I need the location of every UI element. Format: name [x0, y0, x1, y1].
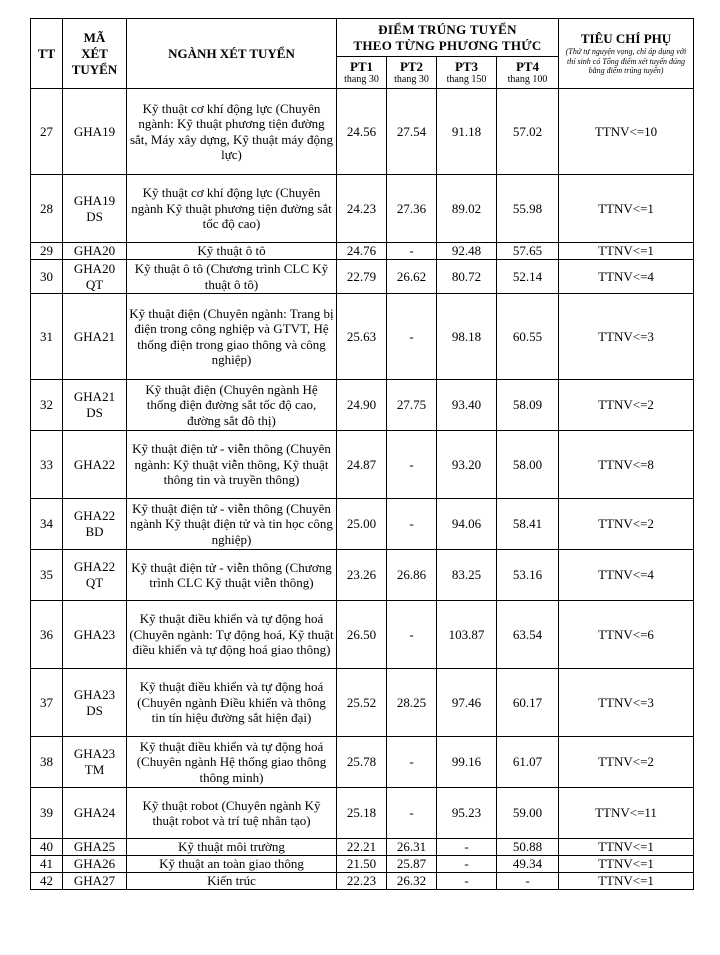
cell-pt3: 93.40 — [437, 380, 497, 431]
cell-pt1: 25.52 — [337, 669, 387, 737]
cell-pt1: 24.90 — [337, 380, 387, 431]
table-row — [31, 550, 694, 601]
cell-pt2: 27.75 — [387, 380, 437, 431]
cell-ma-xet-tuyen — [63, 550, 127, 601]
cell-pt2: 27.36 — [387, 175, 437, 243]
table-row — [31, 788, 694, 839]
code-line1: GHA22 — [73, 508, 116, 523]
cell-tt: 38 — [31, 737, 63, 788]
cell-pt4: 49.34 — [497, 856, 559, 873]
cell-pt1: 24.87 — [337, 431, 387, 499]
cell-ma-xet-tuyen — [63, 89, 127, 175]
header-criteria-note: (Thứ tự nguyện vọng, chỉ áp dụng với thí sinh có Tổng điểm xét tuyển đúng bằng điểm trúng tuyển) — [565, 47, 687, 76]
cell-tt: 40 — [31, 839, 63, 856]
cell-pt4: 57.02 — [497, 89, 559, 175]
cell-tieu-chi: TTNV<=1 — [559, 243, 694, 260]
cell-pt2: - — [387, 788, 437, 839]
header-pt3-scale: thang 150 — [446, 73, 487, 85]
cell-pt2: - — [387, 737, 437, 788]
cell-tieu-chi: TTNV<=8 — [559, 431, 694, 499]
cell-pt3: 99.16 — [437, 737, 497, 788]
header-pt3 — [437, 57, 497, 89]
cell-ma-xet-tuyen — [63, 669, 127, 737]
cell-tieu-chi: TTNV<=11 — [559, 788, 694, 839]
cell-tieu-chi: TTNV<=10 — [559, 89, 694, 175]
code-line1: GHA21 — [73, 389, 116, 404]
header-ma-line1: MÃ — [83, 29, 106, 45]
cell-ma-xet-tuyen — [63, 175, 127, 243]
cell-tieu-chi: TTNV<=1 — [559, 873, 694, 890]
cell-pt3: - — [437, 873, 497, 890]
cell-pt2: 25.87 — [387, 856, 437, 873]
cell-tt: 30 — [31, 260, 63, 294]
table-row — [31, 89, 694, 175]
cell-tieu-chi: TTNV<=2 — [559, 499, 694, 550]
cell-nganh: Kiến trúc — [127, 873, 337, 890]
cell-nganh: Kỹ thuật điều khiển và tự động hoá (Chuyên ngành Hệ thống giao thông thông minh) — [127, 737, 337, 788]
table-row — [31, 839, 694, 856]
code-line2: DS — [86, 405, 103, 420]
table-body — [31, 89, 694, 890]
cell-nganh: Kỹ thuật môi trường — [127, 839, 337, 856]
cell-pt1: 24.56 — [337, 89, 387, 175]
cell-tt: 41 — [31, 856, 63, 873]
table-row — [31, 260, 694, 294]
cell-ma-xet-tuyen — [63, 737, 127, 788]
code-line2: DS — [86, 208, 103, 224]
cell-pt1: 24.23 — [337, 175, 387, 243]
cell-ma-xet-tuyen — [63, 839, 127, 856]
cell-pt1: 25.00 — [337, 499, 387, 550]
cell-pt1: 25.18 — [337, 788, 387, 839]
cell-pt1: 25.78 — [337, 737, 387, 788]
cell-ma-xet-tuyen — [63, 873, 127, 890]
header-diem-trung-tuyen — [337, 19, 559, 57]
cell-nganh: Kỹ thuật điện tử - viễn thông (Chương trình CLC Kỹ thuật viễn thông) — [127, 550, 337, 601]
cell-tieu-chi: TTNV<=3 — [559, 294, 694, 380]
header-pt3-label: PT3 — [454, 58, 479, 74]
cell-pt2: 27.54 — [387, 89, 437, 175]
code-line1: GHA19 — [73, 123, 116, 139]
cell-pt2: - — [387, 243, 437, 260]
cell-tieu-chi: TTNV<=6 — [559, 601, 694, 669]
cell-pt4: 55.98 — [497, 175, 559, 243]
cell-pt4: - — [497, 873, 559, 890]
header-pt1-scale: thang 30 — [344, 73, 379, 85]
cell-pt2: - — [387, 431, 437, 499]
code-line1: GHA23 — [73, 746, 116, 761]
cell-tt: 33 — [31, 431, 63, 499]
cell-pt2: - — [387, 601, 437, 669]
header-group-line2: THEO TỪNG PHƯƠNG THỨC — [353, 37, 542, 53]
cell-pt2: 26.31 — [387, 839, 437, 856]
cell-nganh: Kỹ thuật an toàn giao thông — [127, 856, 337, 873]
code-line2: DS — [86, 702, 103, 718]
header-pt2-label: PT2 — [399, 58, 424, 74]
cell-tieu-chi: TTNV<=3 — [559, 669, 694, 737]
cell-pt3: 98.18 — [437, 294, 497, 380]
cell-pt1: 26.50 — [337, 601, 387, 669]
header-nganh-xet-tuyen: NGÀNH XÉT TUYỂN — [127, 19, 337, 89]
cell-tieu-chi: TTNV<=2 — [559, 380, 694, 431]
code-line1: GHA19 — [73, 192, 116, 208]
cell-pt4: 58.00 — [497, 431, 559, 499]
cell-nganh: Kỹ thuật cơ khí động lực (Chuyên ngành Kỹ thuật phương tiện đường sắt tốc độ cao) — [127, 175, 337, 243]
cell-ma-xet-tuyen — [63, 260, 127, 294]
header-criteria-title: TIÊU CHÍ PHỤ — [580, 31, 672, 47]
code-line1: GHA21 — [73, 328, 116, 344]
code-line1: GHA24 — [73, 805, 116, 820]
table-row — [31, 873, 694, 890]
cell-tieu-chi: TTNV<=4 — [559, 550, 694, 601]
cell-pt1: 21.50 — [337, 856, 387, 873]
table-row — [31, 601, 694, 669]
cell-tieu-chi: TTNV<=1 — [559, 839, 694, 856]
cell-pt3: - — [437, 839, 497, 856]
cell-pt3: 89.02 — [437, 175, 497, 243]
cell-nganh: Kỹ thuật điện tử - viễn thông (Chuyên ngành: Kỹ thuật viễn thông, Kỹ thuật thông tin và truyền thông) — [127, 431, 337, 499]
cell-pt3: 92.48 — [437, 243, 497, 260]
header-pt4 — [497, 57, 559, 89]
cell-ma-xet-tuyen — [63, 243, 127, 260]
header-group-line1: ĐIỂM TRÚNG TUYỂN — [378, 21, 517, 37]
cell-pt2: - — [387, 499, 437, 550]
cell-pt3: 80.72 — [437, 260, 497, 294]
header-ma-line2: XÉT — [81, 45, 108, 61]
cell-nganh: Kỹ thuật robot (Chuyên ngành Kỹ thuật robot và trí tuệ nhân tạo) — [127, 788, 337, 839]
cell-pt3: - — [437, 856, 497, 873]
code-line1: GHA20 — [73, 260, 116, 276]
table-row — [31, 499, 694, 550]
cell-ma-xet-tuyen — [63, 431, 127, 499]
code-line1: GHA20 — [73, 243, 116, 258]
cell-nganh: Kỹ thuật điện (Chuyên ngành: Trang bị điện trong công nghiệp và GTVT, Hệ thống điện trong giao thông và công nghiệp) — [127, 294, 337, 380]
header-pt1-label: PT1 — [349, 58, 374, 74]
cell-tt: 35 — [31, 550, 63, 601]
cell-pt3: 91.18 — [437, 89, 497, 175]
cell-tieu-chi: TTNV<=4 — [559, 260, 694, 294]
cell-pt4: 61.07 — [497, 737, 559, 788]
cell-tt: 42 — [31, 873, 63, 890]
table-row — [31, 175, 694, 243]
cell-tt: 36 — [31, 601, 63, 669]
cell-pt3: 94.06 — [437, 499, 497, 550]
cell-pt3: 103.87 — [437, 601, 497, 669]
cell-nganh: Kỹ thuật điều khiển và tự động hoá (Chuyên ngành: Tự động hoá, Kỹ thuật điều khiển và tự động hoá giao thông) — [127, 601, 337, 669]
cell-pt2: - — [387, 294, 437, 380]
code-line1: GHA22 — [73, 456, 116, 472]
cell-pt1: 25.63 — [337, 294, 387, 380]
cell-tt: 32 — [31, 380, 63, 431]
cell-tt: 39 — [31, 788, 63, 839]
cell-ma-xet-tuyen — [63, 788, 127, 839]
cell-nganh: Kỹ thuật điều khiển và tự động hoá (Chuyên ngành Điều khiển và thông tin tín hiệu đường sắt hiện đại) — [127, 669, 337, 737]
cell-tt: 29 — [31, 243, 63, 260]
table-row — [31, 856, 694, 873]
code-line1: GHA26 — [73, 856, 116, 871]
cell-tieu-chi: TTNV<=1 — [559, 175, 694, 243]
code-line1: GHA23 — [73, 626, 116, 642]
cell-pt2: 26.86 — [387, 550, 437, 601]
code-line1: GHA25 — [73, 839, 116, 854]
cell-pt4: 53.16 — [497, 550, 559, 601]
cell-tt: 37 — [31, 669, 63, 737]
cell-pt1: 22.23 — [337, 873, 387, 890]
table-row — [31, 243, 694, 260]
header-tt: TT — [31, 19, 63, 89]
cell-tieu-chi: TTNV<=2 — [559, 737, 694, 788]
cell-ma-xet-tuyen — [63, 856, 127, 873]
table-row — [31, 294, 694, 380]
cell-pt4: 58.41 — [497, 499, 559, 550]
header-ma-line3: TUYỂN — [71, 61, 118, 77]
code-line2: QT — [85, 575, 104, 590]
cell-tt: 31 — [31, 294, 63, 380]
cell-nganh: Kỹ thuật điện tử - viễn thông (Chuyên ngành Kỹ thuật điện tử và tin học công nghiệp) — [127, 499, 337, 550]
cell-tieu-chi: TTNV<=1 — [559, 856, 694, 873]
cell-pt1: 24.76 — [337, 243, 387, 260]
header-pt2 — [387, 57, 437, 89]
cell-pt3: 93.20 — [437, 431, 497, 499]
cell-pt4: 59.00 — [497, 788, 559, 839]
code-line1: GHA23 — [73, 686, 116, 702]
cell-tt: 28 — [31, 175, 63, 243]
admission-score-table — [30, 18, 694, 890]
header-pt4-scale: thang 100 — [507, 73, 548, 85]
cell-nganh: Kỹ thuật ô tô (Chương trình CLC Kỹ thuật ô tô) — [127, 260, 337, 294]
cell-pt3: 83.25 — [437, 550, 497, 601]
cell-pt4: 60.17 — [497, 669, 559, 737]
cell-pt1: 22.79 — [337, 260, 387, 294]
cell-pt4: 52.14 — [497, 260, 559, 294]
cell-pt3: 95.23 — [437, 788, 497, 839]
header-tieu-chi-phu — [559, 19, 694, 89]
cell-nganh: Kỹ thuật điện (Chuyên ngành Hệ thống điện đường sắt tốc độ cao, đường sắt đô thị) — [127, 380, 337, 431]
cell-pt4: 57.65 — [497, 243, 559, 260]
code-line2: BD — [85, 524, 104, 539]
cell-ma-xet-tuyen — [63, 601, 127, 669]
cell-pt2: 26.62 — [387, 260, 437, 294]
code-line1: GHA27 — [73, 873, 116, 888]
cell-tt: 34 — [31, 499, 63, 550]
cell-pt4: 60.55 — [497, 294, 559, 380]
header-ma-xet-tuyen — [63, 19, 127, 89]
cell-pt4: 63.54 — [497, 601, 559, 669]
cell-pt1: 23.26 — [337, 550, 387, 601]
table-row — [31, 380, 694, 431]
cell-nganh: Kỹ thuật ô tô — [127, 243, 337, 260]
code-line2: TM — [84, 762, 105, 777]
header-pt4-label: PT4 — [515, 58, 540, 74]
table-row — [31, 431, 694, 499]
cell-ma-xet-tuyen — [63, 380, 127, 431]
table-row — [31, 737, 694, 788]
header-pt1 — [337, 57, 387, 89]
code-line1: GHA22 — [73, 559, 116, 574]
cell-nganh: Kỹ thuật cơ khí động lực (Chuyên ngành: Kỹ thuật phương tiện đường sắt, Máy xây dựng, Kỹ thuật máy động lực) — [127, 89, 337, 175]
cell-pt3: 97.46 — [437, 669, 497, 737]
cell-pt2: 26.32 — [387, 873, 437, 890]
cell-pt4: 58.09 — [497, 380, 559, 431]
cell-ma-xet-tuyen — [63, 294, 127, 380]
cell-ma-xet-tuyen — [63, 499, 127, 550]
cell-tt: 27 — [31, 89, 63, 175]
cell-pt1: 22.21 — [337, 839, 387, 856]
table-row — [31, 669, 694, 737]
cell-pt4: 50.88 — [497, 839, 559, 856]
cell-pt2: 28.25 — [387, 669, 437, 737]
header-pt2-scale: thang 30 — [394, 73, 429, 85]
code-line2: QT — [85, 276, 104, 292]
